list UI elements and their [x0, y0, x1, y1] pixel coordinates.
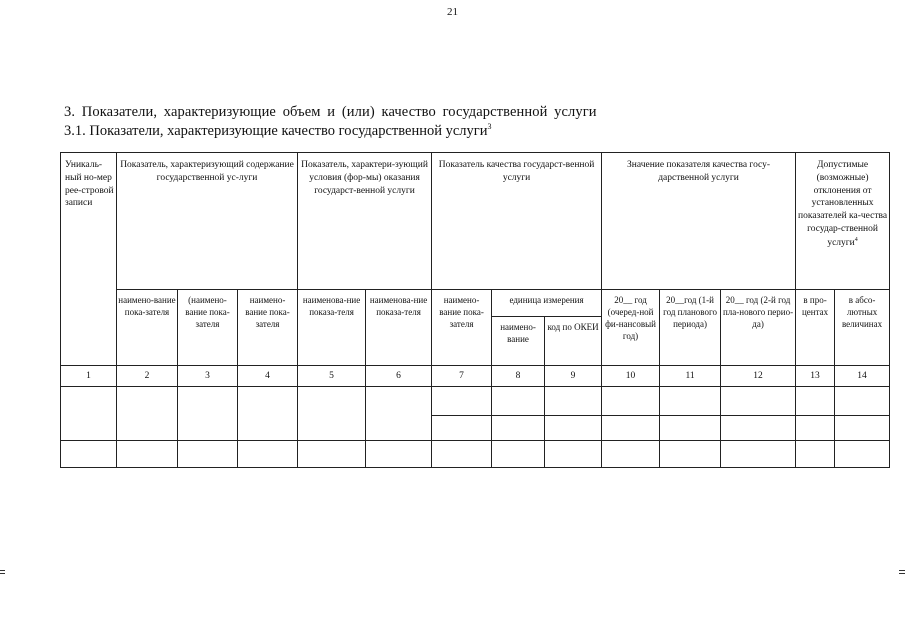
empty-cell [660, 441, 721, 468]
empty-cell [366, 387, 432, 441]
column-number: 10 [602, 366, 660, 387]
column-number: 1 [61, 366, 117, 387]
subheader-c4: наимено-вание пока-зателя [238, 290, 298, 366]
column-number: 8 [492, 366, 545, 387]
subheader-unit-group: единица измерения [492, 290, 602, 317]
empty-cell [660, 387, 721, 416]
empty-cell [660, 416, 721, 441]
header-deviations-text: Допустимые (возможные) отклонения от установленных показателей ка-чества государ-ственной услуги [798, 160, 888, 249]
column-number: 2 [117, 366, 178, 387]
empty-cell [721, 387, 796, 416]
empty-cell [432, 441, 492, 468]
empty-cell [545, 387, 602, 416]
header-quality-value: Значение показателя качества госу-дарственной услуги [602, 153, 796, 290]
column-number: 5 [298, 366, 366, 387]
empty-cell [298, 387, 366, 441]
column-number: 3 [178, 366, 238, 387]
empty-cell [796, 441, 835, 468]
header-quality-indicator: Показатель качества государст-венной услуги [432, 153, 602, 290]
empty-cell [721, 416, 796, 441]
column-number: 11 [660, 366, 721, 387]
empty-cell [238, 387, 298, 441]
quality-indicators-table [60, 152, 890, 468]
empty-cell [602, 441, 660, 468]
empty-cell [796, 387, 835, 416]
right-binding-mark [899, 570, 905, 574]
empty-cell [721, 441, 796, 468]
empty-cell [545, 441, 602, 468]
column-number: 13 [796, 366, 835, 387]
subheader-c12: 20__ год (2-й год пла-нового перио-да) [721, 290, 796, 366]
header-deviations [796, 153, 890, 290]
empty-cell [545, 416, 602, 441]
subheader-c7: наимено-вание пока-зателя [432, 290, 492, 366]
empty-cell [835, 441, 890, 468]
subheader-c2: наимено-вание пока-зателя [117, 290, 178, 366]
column-number: 4 [238, 366, 298, 387]
empty-cell [366, 441, 432, 468]
subheader-c3: (наимено-вание пока-зателя [178, 290, 238, 366]
empty-cell [432, 387, 492, 416]
empty-cell [61, 441, 117, 468]
subheader-c9: код по ОКЕИ [545, 317, 602, 366]
column-number: 9 [545, 366, 602, 387]
footnote-ref-4: 4 [854, 236, 858, 243]
empty-cell [432, 416, 492, 441]
empty-cell [796, 416, 835, 441]
section-heading: 3. Показатели, характеризующие объем и (или) качество государственной услуги [64, 104, 597, 120]
subheader-c10: 20__ год (очеред-ной фи-нансовый год) [602, 290, 660, 366]
subheader-c6: наименова-ние показа-теля [366, 290, 432, 366]
subheader-c5: наименова-ние показа-теля [298, 290, 366, 366]
empty-cell [178, 441, 238, 468]
empty-cell [117, 441, 178, 468]
empty-cell [492, 416, 545, 441]
subsection-heading-text: 3.1. Показатели, характеризующие качество государственной услуги [64, 123, 488, 139]
empty-cell [178, 387, 238, 441]
empty-cell [492, 387, 545, 416]
empty-cell [238, 441, 298, 468]
column-number: 7 [432, 366, 492, 387]
header-unique-number: Уникаль-ный но-мер рее-стровой записи [61, 153, 117, 366]
subsection-heading [64, 122, 491, 140]
subheader-c11: 20__год (1-й год планового периода) [660, 290, 721, 366]
empty-cell [492, 441, 545, 468]
subheader-c13: в про-центах [796, 290, 835, 366]
empty-cell [117, 387, 178, 441]
column-number: 6 [366, 366, 432, 387]
empty-cell [61, 387, 117, 441]
empty-cell [602, 416, 660, 441]
empty-cell [602, 387, 660, 416]
empty-cell [835, 416, 890, 441]
header-conditions-indicator: Показатель, характери-зующий условия (фор-мы) оказания государст-венной услуги [298, 153, 432, 290]
subheader-c14: в абсо-лютных величинах [835, 290, 890, 366]
left-binding-mark [0, 570, 5, 574]
footnote-ref: 3 [487, 122, 492, 131]
subheader-c8: наимено-вание [492, 317, 545, 366]
empty-cell [298, 441, 366, 468]
header-content-indicator: Показатель, характеризующий содержание государственной ус-луги [117, 153, 298, 290]
column-number: 12 [721, 366, 796, 387]
page-number: 21 [447, 6, 458, 18]
column-number: 14 [835, 366, 890, 387]
empty-cell [835, 387, 890, 416]
